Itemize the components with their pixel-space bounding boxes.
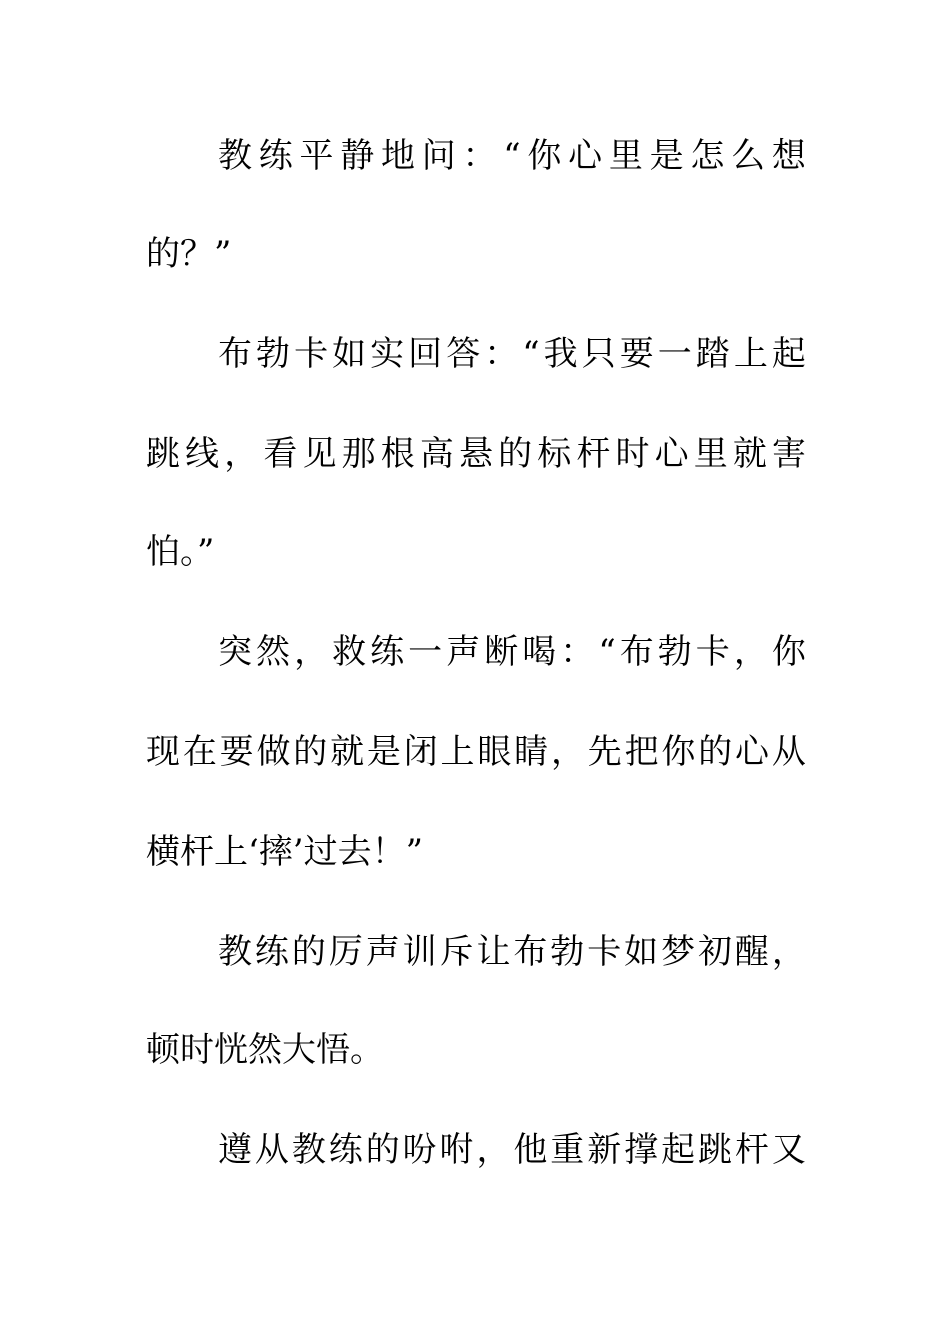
text-line: 的？” [146, 234, 232, 274]
text-line: 遵 从 教 练 的 吩 咐 ， 他 重 新 撑 起 跳 杆 又 [218, 1130, 806, 1170]
text-line: 跳 线 ， 看 见 那 根 高 悬 的 标 杆 时 心 里 就 害 [146, 434, 806, 474]
text-line: 现 在 要 做 的 就 是 闭 上 眼 睛 ， 先 把 你 的 心 从 [146, 732, 806, 772]
text-line: 顿时恍然大悟。 [146, 1030, 384, 1070]
text-line: 教 练 的 厉 声 训 斥 让 布 勃 卡 如 梦 初 醒 ， [218, 932, 806, 972]
text-line: 教 练 平 静 地 问 ： “ 你 心 里 是 怎 么 想 [218, 136, 806, 176]
text-line: 布 勃 卡 如 实 回 答 ： “ 我 只 要 一 踏 上 起 [218, 334, 806, 374]
text-line: 突 然 ， 救 练 一 声 断 喝 ： “ 布 勃 卡 ， 你 [218, 632, 806, 672]
text-line: 怕。” [146, 532, 215, 572]
text-line: 横杆上‘摔’过去！” [146, 832, 423, 872]
